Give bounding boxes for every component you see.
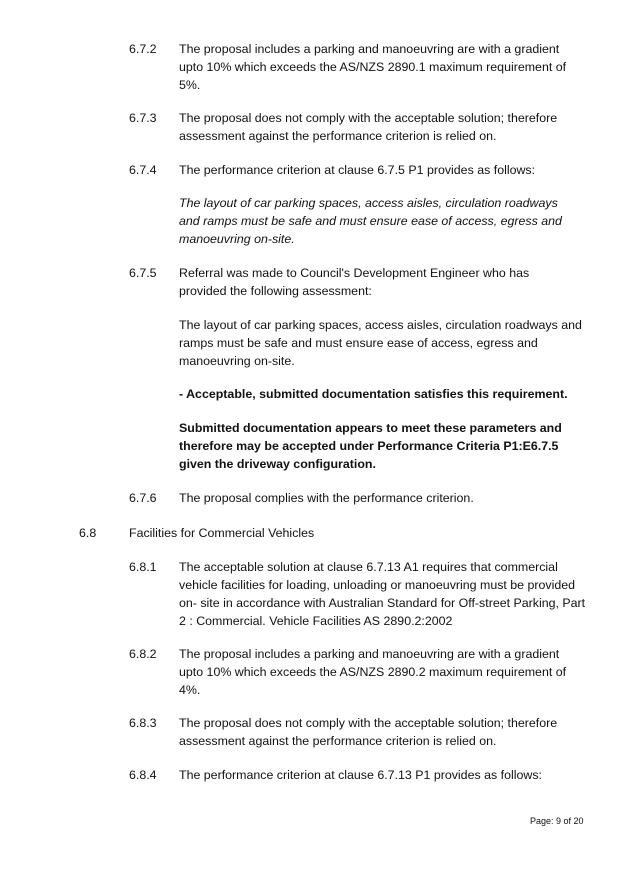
clause-number: 6.8.1 — [129, 560, 157, 574]
clause-number: 6.8.4 — [129, 768, 157, 782]
section-title: Facilities for Commercial Vehicles — [129, 526, 315, 540]
clause-number: 6.7.4 — [129, 163, 157, 177]
engineer-assessment: The layout of car parking spaces, access aisles, circulation roadways and ramps must be safe and must ensure ease of access, egress and manoeuvring on-site. — [179, 318, 582, 368]
clause-text: The proposal includes a parking and manoeuvring are with a gradient upto 10% which exceeds the AS/NZS 2890.2 maximum requirement of 4%. — [179, 647, 567, 697]
clause-text: The performance criterion at clause 6.7.13 P1 provides as follows: — [179, 768, 542, 782]
clause-number: 6.8.2 — [129, 647, 157, 661]
clause-text: The proposal does not comply with the acceptable solution; therefore assessment against the performance criterion is relied on. — [179, 111, 558, 143]
clause-text: The proposal does not comply with the acceptable solution; therefore assessment against the performance criterion is relied on. — [179, 716, 558, 748]
clause-number: 6.7.6 — [129, 491, 157, 505]
page-number: Page: 9 of 20 — [530, 816, 584, 826]
clause-text: Referral was made to Council's Development Engineer who has provided the following assessment: — [179, 266, 530, 298]
clause-number: 6.7.3 — [129, 111, 157, 125]
clause-text: The performance criterion at clause 6.7.5 P1 provides as follows: — [179, 163, 536, 177]
section-number: 6.8 — [79, 526, 97, 540]
clause-number: 6.7.5 — [129, 266, 157, 280]
clause-number: 6.7.2 — [129, 42, 157, 56]
clause-text: The acceptable solution at clause 6.7.13 A1 requires that commercial vehicle facilities for loading, unloading or manoeuvring must be provided on- site in accordance with Australian Standard for Off-street Parking, Part 2 : Commercial. Vehicle Facilities AS 2890.2:2002 — [179, 560, 586, 628]
clause-text: The proposal complies with the performance criterion. — [179, 491, 474, 505]
clause-number: 6.8.3 — [129, 716, 157, 730]
clause-text: The proposal includes a parking and manoeuvring are with a gradient upto 10% which exceeds the AS/NZS 2890.1 maximum requirement of 5%. — [179, 42, 567, 92]
assessment-result: - Acceptable, submitted documentation satisfies this requirement. — [179, 387, 568, 401]
quoted-criterion: The layout of car parking spaces, access aisles, circulation roadways and ramps must be safe and must ensure ease of access, egress and manoeuvring on-site. — [179, 196, 562, 246]
assessment-conclusion: Submitted documentation appears to meet these parameters and therefore may be accepted under Performance Criteria P1:E6.7.5 given the driveway configuration. — [179, 421, 562, 471]
